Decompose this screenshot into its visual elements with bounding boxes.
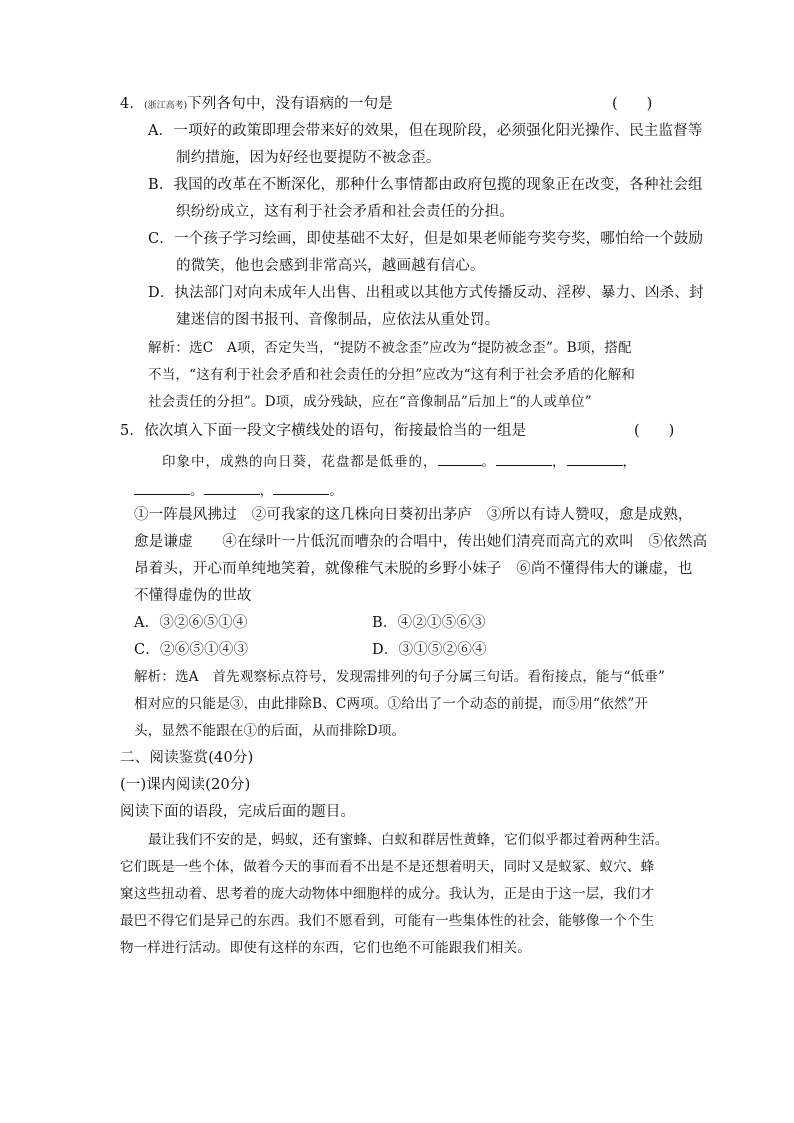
q5-number: 5．	[120, 423, 145, 439]
q5-sentences-line3: 昂着头，开心而单纯地笑着，就像稚气未脱的乡野小妹子 ⑥尚不懂得伟大的谦虚，也	[134, 561, 693, 577]
reading-passage-line5: 物一样进行活动。即使有这样的东西，它们也绝不可能跟我们相关。	[120, 940, 531, 956]
blank-6	[273, 480, 329, 495]
q4-option-c-line2: 的微笑，他也会感到非常高兴，越画越有信心。	[176, 258, 485, 274]
q4-analysis-line2: 不当，“这有利于社会矛盾和社会责任的分担”应改为“这有利于社会矛盾的化解和	[148, 367, 636, 383]
q4-option-a-line2: 制约措施，因为好经也要提防不被念歪。	[176, 150, 441, 166]
q4-option-d-line1: D．执法部门对向未成年人出售、出租或以其他方式传播反动、淫秽、暴力、凶杀、封	[148, 285, 704, 301]
sep-5: ，	[259, 483, 274, 499]
q5-sentences-line4: 不懂得虚伪的世故	[134, 588, 252, 604]
q5-option-b: B．④②①⑤⑥③	[372, 615, 486, 631]
q5-option-d: D．③①⑤②⑥④	[372, 642, 487, 658]
q5-option-c: C．②⑥⑤①④③	[134, 642, 249, 658]
sep-3: ，	[622, 454, 637, 470]
blank-5	[204, 480, 260, 495]
reading-passage-line4: 最巴不得它们是异己的东西。我们不愿看到，可能有一些集体性的社会，能够像一个个生	[120, 913, 655, 929]
section-heading: 二、阅读鉴赏(40分)	[120, 750, 254, 766]
blank-1	[438, 451, 482, 466]
q5-sentences-line2: 愈是谦虚 ④在绿叶一片低沉而嘈杂的合唱中，传出她们清亮而高亢的欢叫 ⑤依然高	[134, 534, 708, 550]
q5-stem	[120, 421, 526, 441]
q5-stem-text: 依次填入下面一段文字横线处的语句，衔接最恰当的一组是	[144, 423, 527, 439]
q4-option-b-line2: 织纷纷成立，这有利于社会矛盾和社会责任的分担。	[176, 204, 515, 220]
q4-analysis-line1: 解析：选C A项，否定失当，“提防不被念歪”应改为“提防被念歪”。B项，搭配	[148, 340, 632, 356]
sep-6: 。	[329, 483, 344, 499]
q4-option-c-line1: C．一个孩子学习绘画，即使基础不太好，但是如果老师能夸奖夸奖，哪怕给一个鼓励	[148, 231, 704, 247]
sep-1: 。	[481, 454, 496, 470]
q5-option-a: A．③②⑥⑤①④	[134, 615, 248, 631]
sep-2: ，	[552, 454, 567, 470]
q5-passage-text: 印象中，成熟的向日葵，花盘都是低垂的，	[162, 454, 438, 470]
q5-answer-paren: ( )	[634, 423, 675, 439]
q5-sentences-line1: ①一阵晨风拂过 ②可我家的这几株向日葵初出茅庐 ③所以有诗人赞叹，愈是成熟，	[134, 507, 693, 523]
q4-answer-paren: ( )	[612, 96, 653, 112]
q4-option-b-line1: B．我国的改革在不断深化，那种什么事情都由政府包揽的现象正在改变，各种社会组	[148, 177, 703, 193]
q4-stem	[120, 94, 393, 116]
reading-passage-line2: 它们既是一些个体，做着今天的事而看不出是不是还想着明天，同时又是蚁冢、蚁穴、蜂	[120, 859, 655, 875]
q4-analysis-line3: 社会责任的分担”。D项，成分残缺，应在“音像制品”后加上“的人或单位”	[148, 394, 592, 410]
q5-analysis-line3: 头，显然不能跟在①的后面，从而排除D项。	[134, 723, 406, 739]
reading-passage-line3: 窠这些扭动着、思考着的庞大动物体中细胞样的成分。我认为，正是由于这一层，我们才	[120, 886, 655, 902]
reading-passage-line1: 最让我们不安的是，蚂蚁，还有蜜蜂、白蚁和群居性黄蜂，它们似乎都过着两种生活。	[148, 832, 669, 848]
subsection-heading: (一)课内阅读(20分)	[120, 777, 251, 793]
blank-2	[496, 451, 552, 466]
q5-analysis-line1: 解析：选A 首先观察标点符号，发现需排列的句子分属三句话。看衔接点，能与“低垂”	[134, 669, 666, 685]
q4-option-d-line2: 建迷信的图书报刊、音像制品，应依法从重处罚。	[176, 312, 500, 328]
q4-number: 4．	[120, 96, 145, 112]
q5-analysis-line2: 相对应的只能是③，由此排除B、C两项。①给出了一个动态的前提，而⑤用“依然”开	[134, 696, 649, 712]
q4-stem-text: 下列各句中，没有语病的一句是	[187, 96, 393, 112]
q4-source: (浙江高考)	[144, 101, 188, 111]
q5-passage-line2	[134, 480, 343, 501]
sep-4: 。	[190, 483, 204, 499]
blank-3	[567, 451, 623, 466]
blank-4	[134, 480, 190, 495]
q4-option-a-line1: A．一项好的政策即理会带来好的效果，但在现阶段，必须强化阳光操作、民主监督等	[148, 123, 703, 139]
reading-instruction: 阅读下面的语段，完成后面的题目。	[120, 804, 356, 820]
q5-passage-line1	[162, 451, 637, 472]
